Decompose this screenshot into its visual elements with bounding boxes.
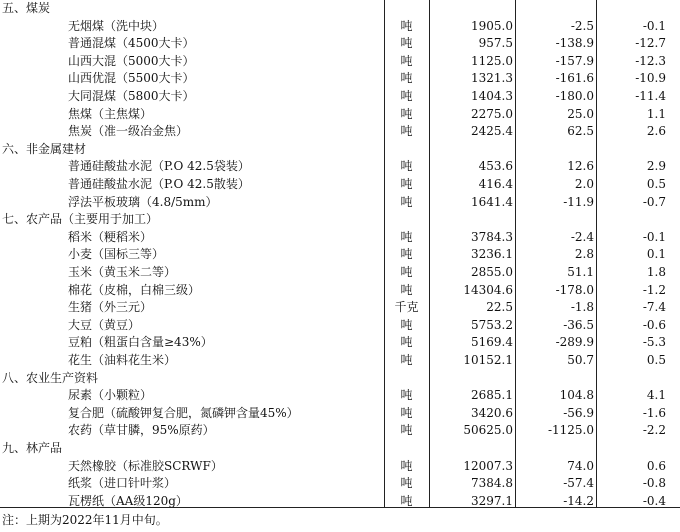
percent-change-cell: -11.4 (635, 89, 666, 103)
change-cell: -180.0 (555, 89, 594, 103)
product-name: 复合肥（硫酸钾复合肥，氮磷钾含量45%） (68, 405, 299, 420)
change-cell: 62.5 (567, 124, 594, 139)
table-row (0, 334, 680, 352)
percent-change-cell: -5.3 (642, 335, 666, 350)
unit-cell: 吨 (400, 493, 413, 508)
product-name: 普通硅酸盐水泥（P.O 42.5散装） (68, 177, 250, 191)
price-cell: 2855.0 (471, 265, 513, 279)
price-cell: 50625.0 (463, 423, 513, 438)
product-name: 豆粕（粗蛋白含量≥43%） (68, 335, 213, 350)
product-name: 棉花（皮棉，白棉三级） (68, 282, 201, 297)
change-cell: 25.0 (567, 106, 594, 121)
product-name: 浮法平板玻璃（4.8/5mm） (68, 194, 218, 209)
unit-cell: 吨 (400, 282, 413, 297)
price-cell: 2425.4 (471, 124, 513, 139)
change-cell: -1.8 (570, 300, 594, 315)
percent-change-cell: -2.2 (642, 423, 666, 438)
product-name: 生猪（外三元） (68, 300, 153, 315)
product-name: 山西大混（5000大卡） (68, 53, 195, 68)
product-name: 瓦楞纸（AA级120g） (68, 493, 188, 508)
price-cell: 453.6 (478, 159, 513, 174)
price-cell: 3420.6 (471, 405, 513, 420)
percent-change-cell: -12.7 (635, 36, 666, 51)
section-header-row (0, 370, 680, 388)
table-row (0, 299, 680, 317)
percent-change-cell: -0.6 (642, 317, 666, 332)
percent-change-cell: -12.3 (635, 53, 666, 68)
percent-change-cell: -0.8 (642, 476, 666, 491)
table-row (0, 475, 680, 493)
section-title: 九、林产品 (2, 441, 63, 455)
change-cell: -138.9 (555, 36, 594, 51)
unit-cell: 吨 (400, 177, 413, 191)
percent-change-cell: -0.7 (642, 194, 666, 209)
unit-cell: 吨 (400, 159, 413, 174)
price-cell: 12007.3 (463, 458, 513, 473)
table-row (0, 422, 680, 440)
percent-change-cell: 0.6 (646, 458, 666, 473)
unit-cell: 吨 (400, 265, 413, 279)
table-row (0, 123, 680, 141)
change-cell: 50.7 (567, 353, 594, 367)
change-cell: -56.9 (563, 405, 594, 420)
section-header-row (0, 211, 680, 229)
price-cell: 2685.1 (471, 388, 513, 403)
percent-change-cell: 2.6 (646, 124, 666, 139)
price-cell: 1641.4 (471, 194, 513, 209)
price-cell: 3236.1 (471, 247, 513, 262)
price-cell: 1905.0 (471, 18, 513, 33)
change-cell: 104.8 (559, 388, 594, 403)
table-row (0, 53, 680, 71)
change-cell: -289.9 (555, 335, 594, 350)
unit-cell: 吨 (400, 194, 413, 209)
unit-cell: 吨 (400, 106, 413, 121)
price-cell: 10152.1 (463, 353, 513, 367)
price-cell: 3297.1 (471, 493, 513, 508)
percent-change-cell: -0.4 (642, 493, 666, 508)
price-cell: 5169.4 (471, 335, 513, 350)
product-name: 无烟煤（洗中块） (68, 18, 165, 33)
table-footnote: 注：上期为2022年11月中旬。 (2, 513, 168, 527)
table-bottom-rule (0, 507, 680, 508)
section-title: 八、农业生产资料 (2, 370, 99, 385)
change-cell: 12.6 (567, 159, 594, 174)
section-header-row (0, 141, 680, 159)
section-title: 六、非金属建材 (2, 141, 87, 156)
unit-cell: 吨 (400, 388, 413, 403)
product-name: 焦炭（准一级冶金焦） (68, 124, 189, 139)
table-row (0, 405, 680, 423)
product-name: 尿素（小颗粒） (68, 388, 153, 403)
percent-change-cell: 0.5 (646, 353, 666, 367)
section-header-row (0, 440, 680, 458)
price-cell: 1404.3 (471, 89, 513, 103)
price-cell: 22.5 (486, 300, 513, 315)
table-row (0, 88, 680, 106)
change-cell: -157.9 (555, 53, 594, 68)
change-cell: 2.8 (574, 247, 594, 262)
percent-change-cell: 1.1 (646, 106, 666, 121)
percent-change-cell: 0.1 (646, 247, 666, 262)
unit-cell: 吨 (400, 353, 413, 367)
table-row (0, 18, 680, 36)
section-header-row (0, 0, 680, 18)
table-row (0, 194, 680, 212)
product-name: 山西优混（5500大卡） (68, 71, 195, 86)
product-name: 普通混煤（4500大卡） (68, 36, 195, 51)
unit-cell: 吨 (400, 36, 413, 51)
change-cell: 51.1 (567, 265, 594, 279)
percent-change-cell: 4.1 (646, 388, 666, 403)
unit-cell: 吨 (400, 124, 413, 139)
change-cell: -1125.0 (547, 423, 594, 438)
product-name: 花生（油料花生米） (68, 353, 177, 367)
percent-change-cell: -0.1 (642, 18, 666, 33)
table-row (0, 158, 680, 176)
unit-cell: 千克 (394, 300, 419, 315)
change-cell: 2.0 (574, 177, 594, 191)
unit-cell: 吨 (400, 71, 413, 86)
percent-change-cell: -1.6 (642, 405, 666, 420)
percent-change-cell: 0.5 (646, 177, 666, 191)
unit-cell: 吨 (400, 405, 413, 420)
price-cell: 5753.2 (471, 317, 513, 332)
change-cell: -161.6 (555, 71, 594, 86)
percent-change-cell: -0.1 (642, 229, 666, 244)
percent-change-cell: -7.4 (642, 300, 666, 315)
unit-cell: 吨 (400, 89, 413, 103)
change-cell: -178.0 (555, 282, 594, 297)
product-name: 农药（草甘膦，95%原药） (68, 423, 215, 438)
table-row (0, 35, 680, 53)
table-row (0, 246, 680, 264)
change-cell: 74.0 (567, 458, 594, 473)
change-cell: -57.4 (563, 476, 594, 491)
price-cell: 7384.8 (471, 476, 513, 491)
unit-cell: 吨 (400, 476, 413, 491)
percent-change-cell: 1.8 (646, 265, 666, 279)
product-name: 焦煤（主焦煤） (68, 106, 153, 121)
percent-change-cell: -1.2 (642, 282, 666, 297)
price-cell: 2275.0 (471, 106, 513, 121)
table-row (0, 387, 680, 405)
section-title: 五、煤炭 (2, 1, 51, 15)
table-row (0, 282, 680, 300)
change-cell: -36.5 (563, 317, 594, 332)
section-title: 七、农产品（主要用于加工） (2, 212, 159, 227)
unit-cell: 吨 (400, 18, 413, 33)
change-cell: -14.2 (563, 493, 594, 508)
table-row (0, 352, 680, 370)
product-name: 玉米（黄玉米二等） (68, 265, 177, 279)
product-name: 稻米（粳稻米） (68, 229, 153, 244)
table-row (0, 229, 680, 247)
table-row (0, 176, 680, 194)
unit-cell: 吨 (400, 53, 413, 68)
table-row (0, 106, 680, 124)
percent-change-cell: -10.9 (635, 71, 666, 86)
percent-change-cell: 2.9 (646, 159, 666, 174)
unit-cell: 吨 (400, 247, 413, 262)
change-cell: -2.4 (570, 229, 594, 244)
table-row (0, 70, 680, 88)
table-row (0, 458, 680, 476)
price-cell: 1321.3 (471, 71, 513, 86)
table-row (0, 264, 680, 282)
price-cell: 957.5 (478, 36, 513, 51)
unit-cell: 吨 (400, 317, 413, 332)
product-name: 大豆（黄豆） (68, 317, 141, 332)
product-name: 纸浆（进口针叶浆） (68, 476, 177, 491)
unit-cell: 吨 (400, 458, 413, 473)
price-cell: 14304.6 (463, 282, 513, 297)
product-name: 天然橡胶（标准胶SCRWF） (68, 458, 223, 473)
price-cell: 1125.0 (471, 53, 513, 68)
unit-cell: 吨 (400, 335, 413, 350)
product-name: 大同混煤（5800大卡） (68, 89, 195, 103)
price-cell: 416.4 (478, 177, 513, 191)
price-cell: 3784.3 (471, 229, 513, 244)
unit-cell: 吨 (400, 423, 413, 438)
change-cell: -11.9 (563, 194, 594, 209)
product-name: 小麦（国标三等） (68, 247, 165, 262)
table-row (0, 317, 680, 335)
unit-cell: 吨 (400, 229, 413, 244)
change-cell: -2.5 (570, 18, 594, 33)
product-name: 普通硅酸盐水泥（P.O 42.5袋装） (68, 159, 250, 174)
